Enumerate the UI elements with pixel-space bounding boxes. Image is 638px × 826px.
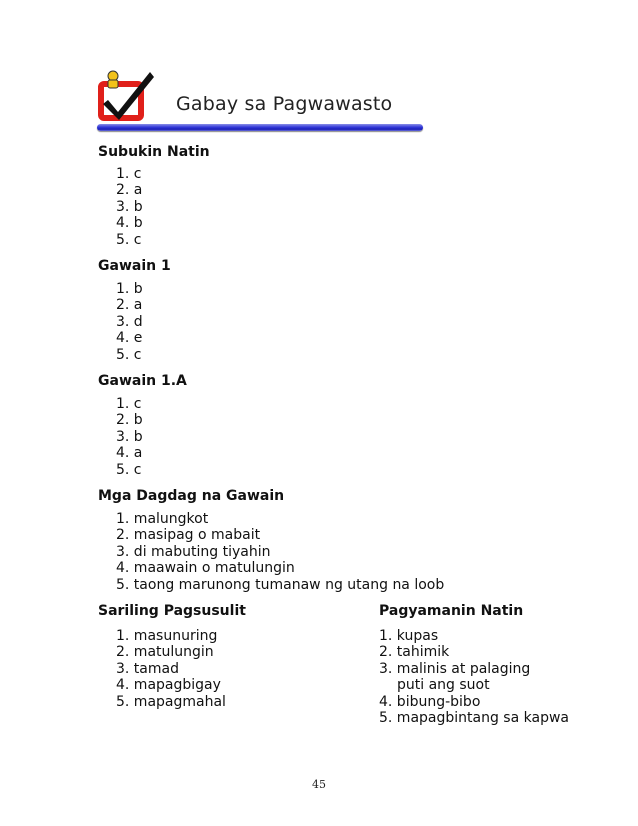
list-item: 1. c [116, 396, 142, 412]
page-title: Gabay sa Pagwawasto [176, 93, 393, 115]
answer-list-gawain1a [116, 396, 143, 478]
section-heading-pagyamanin: Pagyamanin Natin [379, 603, 524, 619]
list-item: 5. mapagbintang sa kapwa [379, 710, 569, 727]
list-item: 5. c [116, 461, 142, 478]
list-item: 3. tamad [116, 660, 179, 677]
list-item: 1. malungkot [116, 511, 209, 527]
list-item: 2. a [116, 182, 143, 199]
list-item: 5. taong marunong tumanaw ng utang na loob [116, 576, 445, 593]
list-item: 4. bibung-bibo [379, 693, 481, 710]
list-item: 2. tahimik [379, 644, 450, 661]
list-item: 1. c [116, 166, 142, 182]
list-item: 2. matulungin [116, 644, 214, 661]
section-heading-subukin: Subukin Natin [98, 144, 210, 160]
answer-list-sariling [116, 628, 226, 710]
list-item: 3. b [116, 428, 143, 445]
list-item: 4. mapagbigay [116, 677, 221, 694]
list-item: 5. c [116, 231, 142, 248]
answer-list-gawain1 [116, 281, 143, 363]
list-item: 3. b [116, 198, 143, 215]
list-item: 1. kupas [379, 628, 439, 644]
answer-list-dagdag [116, 511, 444, 593]
answer-list-pagyamanin [379, 628, 569, 726]
list-item: 1. b [116, 281, 143, 297]
list-item: 5. c [116, 346, 142, 363]
title-underline-rule [97, 124, 423, 131]
checkmark-logo-icon [98, 68, 156, 122]
list-item: 4. a [116, 445, 143, 462]
list-item: 5. mapagmahal [116, 693, 226, 710]
section-heading-sariling: Sariling Pagsusulit [98, 603, 246, 619]
list-item: 4. b [116, 215, 143, 232]
list-item: 2. b [116, 412, 143, 429]
section-heading-dagdag: Mga Dagdag na Gawain [98, 488, 285, 504]
list-item: 1. masunuring [116, 628, 218, 644]
list-item: 2. masipag o mabait [116, 527, 261, 544]
section-heading-gawain1: Gawain 1 [98, 258, 171, 274]
list-item: 3. d [116, 313, 143, 330]
list-item: 4. maawain o matulungin [116, 560, 295, 577]
list-item-continuation: puti ang suot [397, 677, 490, 694]
answer-list-subukin [116, 166, 143, 248]
section-heading-gawain1a: Gawain 1.A [98, 373, 187, 389]
list-item: 2. a [116, 297, 143, 314]
page-number: 45 [312, 778, 326, 791]
list-item: 4. e [116, 330, 143, 347]
list-item: 3. malinis at palaging [379, 660, 531, 677]
list-item: 3. di mabuting tiyahin [116, 543, 271, 560]
